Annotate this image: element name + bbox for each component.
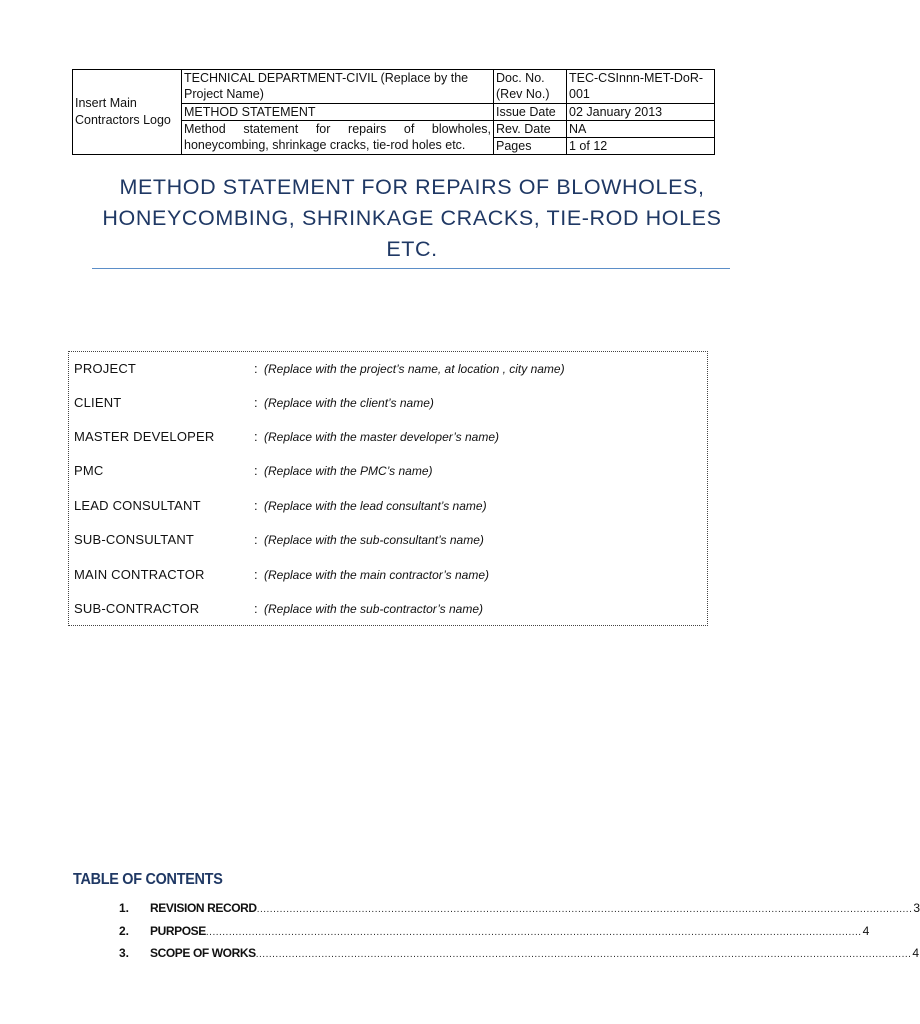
toc-entry-page: 4	[862, 924, 870, 938]
doc-no-label-cell	[494, 70, 567, 104]
toc-leader-dots: ........................................................................................................................................................................................................	[205, 927, 862, 938]
doc-type-cell: METHOD STATEMENT	[182, 104, 494, 121]
doc-no-value-line1: TEC-CSInnn-MET-DoR-	[569, 71, 704, 85]
title-divider	[92, 268, 730, 269]
toc-leader-dots: ........................................................................................................................................................................................................	[255, 949, 912, 960]
description-cell	[182, 121, 494, 155]
toc-leader-dots: ........................................................................................................................................................................................................	[256, 904, 913, 915]
contractor-logo-placeholder: Insert Main Contractors Logo	[73, 70, 182, 155]
document-control-table	[72, 69, 715, 155]
info-value: (Replace with the sub-contractor’s name)	[264, 602, 483, 616]
toc-entry-title: PURPOSE	[150, 924, 206, 938]
info-row-sub-contractor	[74, 599, 702, 619]
info-label: PMC	[74, 463, 104, 478]
info-row-client	[74, 393, 702, 413]
title-line2: HONEYCOMBING, SHRINKAGE CRACKS, TIE-ROD HOLES	[102, 206, 722, 230]
title-line3: ETC.	[386, 237, 438, 261]
rev-no-label: (Rev No.)	[496, 87, 550, 101]
info-row-project	[74, 359, 702, 379]
rev-date-label: Rev. Date	[494, 121, 567, 138]
info-value: (Replace with the main contractor’s name)	[264, 568, 489, 582]
doc-no-label: Doc. No.	[496, 71, 545, 85]
issue-date-value: 02 January 2013	[567, 104, 715, 121]
info-row-sub-consultant	[74, 530, 702, 550]
toc-entry-page: 4	[912, 946, 920, 960]
info-value: (Replace with the master developer’s name)	[264, 430, 500, 444]
document-title	[92, 172, 732, 265]
info-colon: :	[254, 498, 258, 513]
toc-entry[interactable]	[119, 945, 920, 961]
toc-entry-page: 3	[913, 901, 920, 915]
toc-entry-number: 3.	[119, 946, 130, 960]
info-value: (Replace with the project’s name, at location , city name)	[264, 362, 565, 376]
info-label: PROJECT	[74, 361, 137, 376]
info-label: SUB-CONTRACTOR	[74, 601, 200, 616]
toc-entry-title: SCOPE OF WORKS	[150, 946, 256, 960]
info-value: (Replace with the client’s name)	[264, 396, 434, 410]
doc-no-value-cell	[567, 70, 715, 104]
rev-date-value: NA	[567, 121, 715, 138]
toc-entry-number: 1.	[119, 901, 130, 915]
info-row-main-contractor	[74, 565, 702, 585]
info-label: CLIENT	[74, 395, 122, 410]
toc-entry[interactable]	[119, 923, 870, 939]
info-colon: :	[254, 395, 258, 410]
description-line2: honeycombing, shrinkage cracks, tie-rod holes etc.	[184, 138, 466, 152]
info-value: (Replace with the PMC’s name)	[264, 464, 433, 478]
info-colon: :	[254, 601, 258, 616]
info-value: (Replace with the sub-consultant’s name)	[264, 533, 484, 547]
info-label: MAIN CONTRACTOR	[74, 567, 205, 582]
title-line1: METHOD STATEMENT FOR REPAIRS OF BLOWHOLES,	[119, 175, 705, 199]
pages-value: 1 of 12	[567, 138, 715, 155]
description-line1: Method statement for repairs of blowholes,	[184, 122, 491, 136]
info-row-master-developer	[74, 427, 702, 447]
toc-entry[interactable]	[119, 900, 920, 916]
info-colon: :	[254, 429, 258, 444]
info-colon: :	[254, 532, 258, 547]
info-row-pmc	[74, 461, 702, 481]
info-label: SUB-CONSULTANT	[74, 532, 195, 547]
info-colon: :	[254, 567, 258, 582]
info-row-lead-consultant	[74, 496, 702, 516]
toc-heading: TABLE OF CONTENTS	[73, 871, 223, 888]
toc-entry-number: 2.	[119, 924, 130, 938]
info-value: (Replace with the lead consultant’s name)	[264, 499, 487, 513]
department-cell: TECHNICAL DEPARTMENT-CIVIL (Replace by the Project Name)	[182, 70, 494, 104]
pages-label: Pages	[494, 138, 567, 155]
info-label: LEAD CONSULTANT	[74, 498, 201, 513]
doc-no-value-line2: 001	[569, 87, 590, 101]
info-label: MASTER DEVELOPER	[74, 429, 215, 444]
info-colon: :	[254, 463, 258, 478]
project-info-box	[68, 351, 708, 626]
info-colon: :	[254, 361, 258, 376]
issue-date-label: Issue Date	[494, 104, 567, 121]
toc-entry-title: REVISION RECORD	[150, 901, 257, 915]
